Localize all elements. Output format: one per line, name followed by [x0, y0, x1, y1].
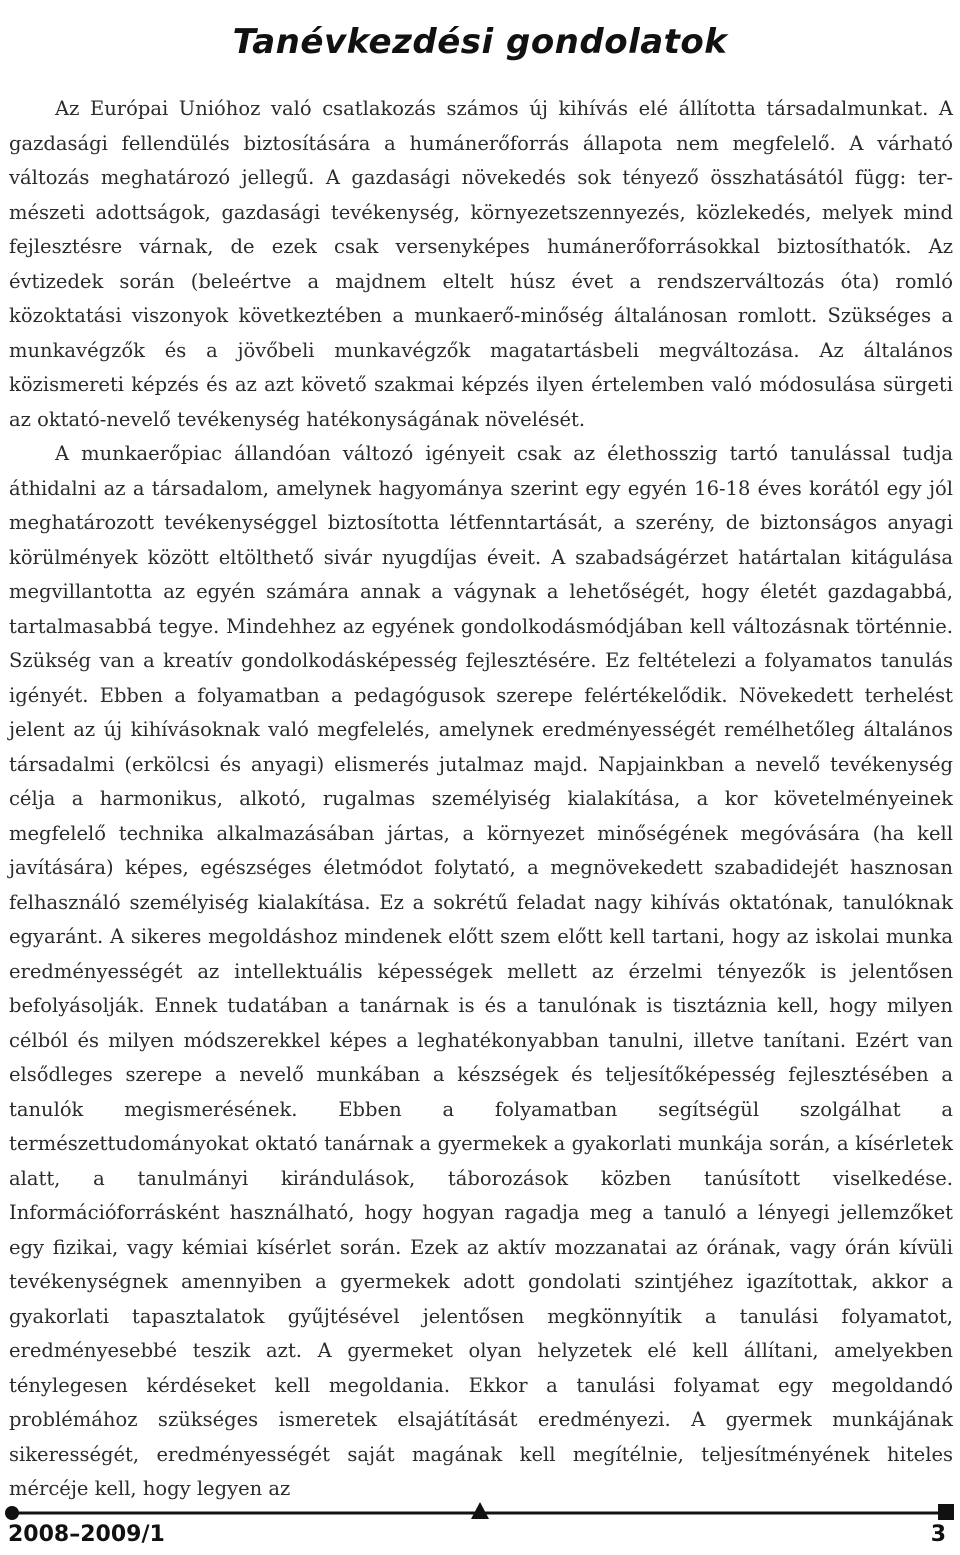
page-number: 3 [930, 1522, 946, 1547]
triangle-ornament-icon [471, 1502, 489, 1519]
square-ornament-icon [938, 1504, 954, 1520]
article-body [9, 92, 953, 1507]
footer-rule [4, 1500, 956, 1520]
paragraph-1: Az Európai Unióhoz való csatlakozás számos új kihívás elé állította társadalmunkat. A gazdasági fellendülés biztosítására a humánerőforrás állapota nem megfelelő. A várható változás meghatározó jellegű. A gazdasági növekedés sok tényező összhatásától függ: természeti adottságok, gazdasági tevékenység, környezetszennyezés, közlekedés, melyek mind fejlesztésre várnak, de ezek csak versenyképes humánerőforrásokkal biztosíthatók. Az évtizedek során (beleértve a majdnem eltelt húsz évet a rendszerváltozás óta) romló közoktatási viszonyok következtében a munkaerő-minőség általánosan romlott. Szükséges a munkavégzők és a jövőbeli munkavégzők magatartásbeli megváltozása. Az általános közismereti képzés és az azt követő szakmai képzés ilyen értelemben való módosulása sürgeti az oktató-nevelő tevékenység hatékonyságának növelését. [9, 97, 953, 431]
page-title: Tanévkezdési gondolatok [232, 21, 728, 62]
issue-label: 2008–2009/1 [8, 1522, 165, 1547]
circle-ornament-icon [5, 1506, 19, 1520]
paragraph-2: A munkaerőpiac állandóan változó igényeit csak az élethosszig tartó tanulással tudja áthidalni az a társadalom, amelynek hagyománya szerint egy egyén 16-18 éves korától egy jól meghatározott tevékenységgel biztosította létfenntartását, a szerény, de biztonságos anyagi körülmények között eltölthető sivár nyugdíjas éveit. A szabadságérzet határtalan kitágulása megvillantotta az egyén számára annak a vágynak a lehetőségét, hogy életét gazdagabbá, tartalmasabbá tegye. Mindehhez az egyének gondolkodásmódjában kell változásnak történnie. Szükség van a kreatív gondolkodásképesség fejlesztésére. Ez feltételezi a folyamatos tanulás igényét. Ebben a folyamatban a pedagógusok szerepe felértékelődik. Növekedett terhelést jelent az új kihívásoknak való megfelelés, amelynek eredményességét remélhetőleg általános társadalmi (erkölcsi és anyagi) elismerés jutalmaz majd. Napjainkban a nevelő tevékenység célja a harmonikus, alkotó, rugalmas személyiség kialakítása, a kor követelményeinek megfelelő technika alkalmazásában jártas, a környezet minőségének megóvására (ha kell javítására) képes, egészséges életmódot folytató, a megnövekedett szabadidejét hasznosan felhasználó személyiség kialakítása. Ez a sokrétű feladat nagy kihívás oktatónak, tanulóknak egyaránt. A sikeres megoldáshoz mindenek előtt szem előtt kell tartani, hogy az iskolai munka eredményességét az intellektuális képességek mellett az érzelmi tényezők is jelentősen befolyásolják. Ennek tudatában a tanárnak is és a tanulónak is tisztáznia kell, hogy milyen célból és milyen módszerekkel képes a leghatékonyabban tanulni, illetve tanítani. Ezért van elsődleges szerepe a nevelő munkában a készségek és teljesítőképesség fejlesztésében a tanulók megismerésének. Ebben a folyamatban segítségül szolgálhat a természettudományokat oktató tanárnak a gyermekek a gyakorlati munkája során, a kísérletek alatt, a tanulmányi kirándulások, táborozások közben tanúsított viselkedése. Információforrásként használható, hogy hogyan ragadja meg a tanuló a lényegi jellemzőket egy fizikai, vagy kémiai kísérlet során. Ezek az aktív mozzanatai az órának, vagy órán kívüli tevékenységnek amennyiben a gyermekek adott gondolati szintjéhez igazítottak, akkor a gyakorlati tapasztalatok gyűjtésével jelentősen megkönnyítik a tanulási folyamatot, eredményesebbé teszik azt. A gyermeket olyan helyzetek elé kell állítani, amelyekben ténylegesen kérdéseket kell megoldania. Ekkor a tanulási folyamat egy megoldandó problémához szükséges ismeretek elsajátítását eredményezi. A gyermek munkájának sikerességét, eredményességét saját magának kell megítélnie, teljesítményének hiteles mércéje kell, hogy legyen az [9, 442, 953, 1500]
